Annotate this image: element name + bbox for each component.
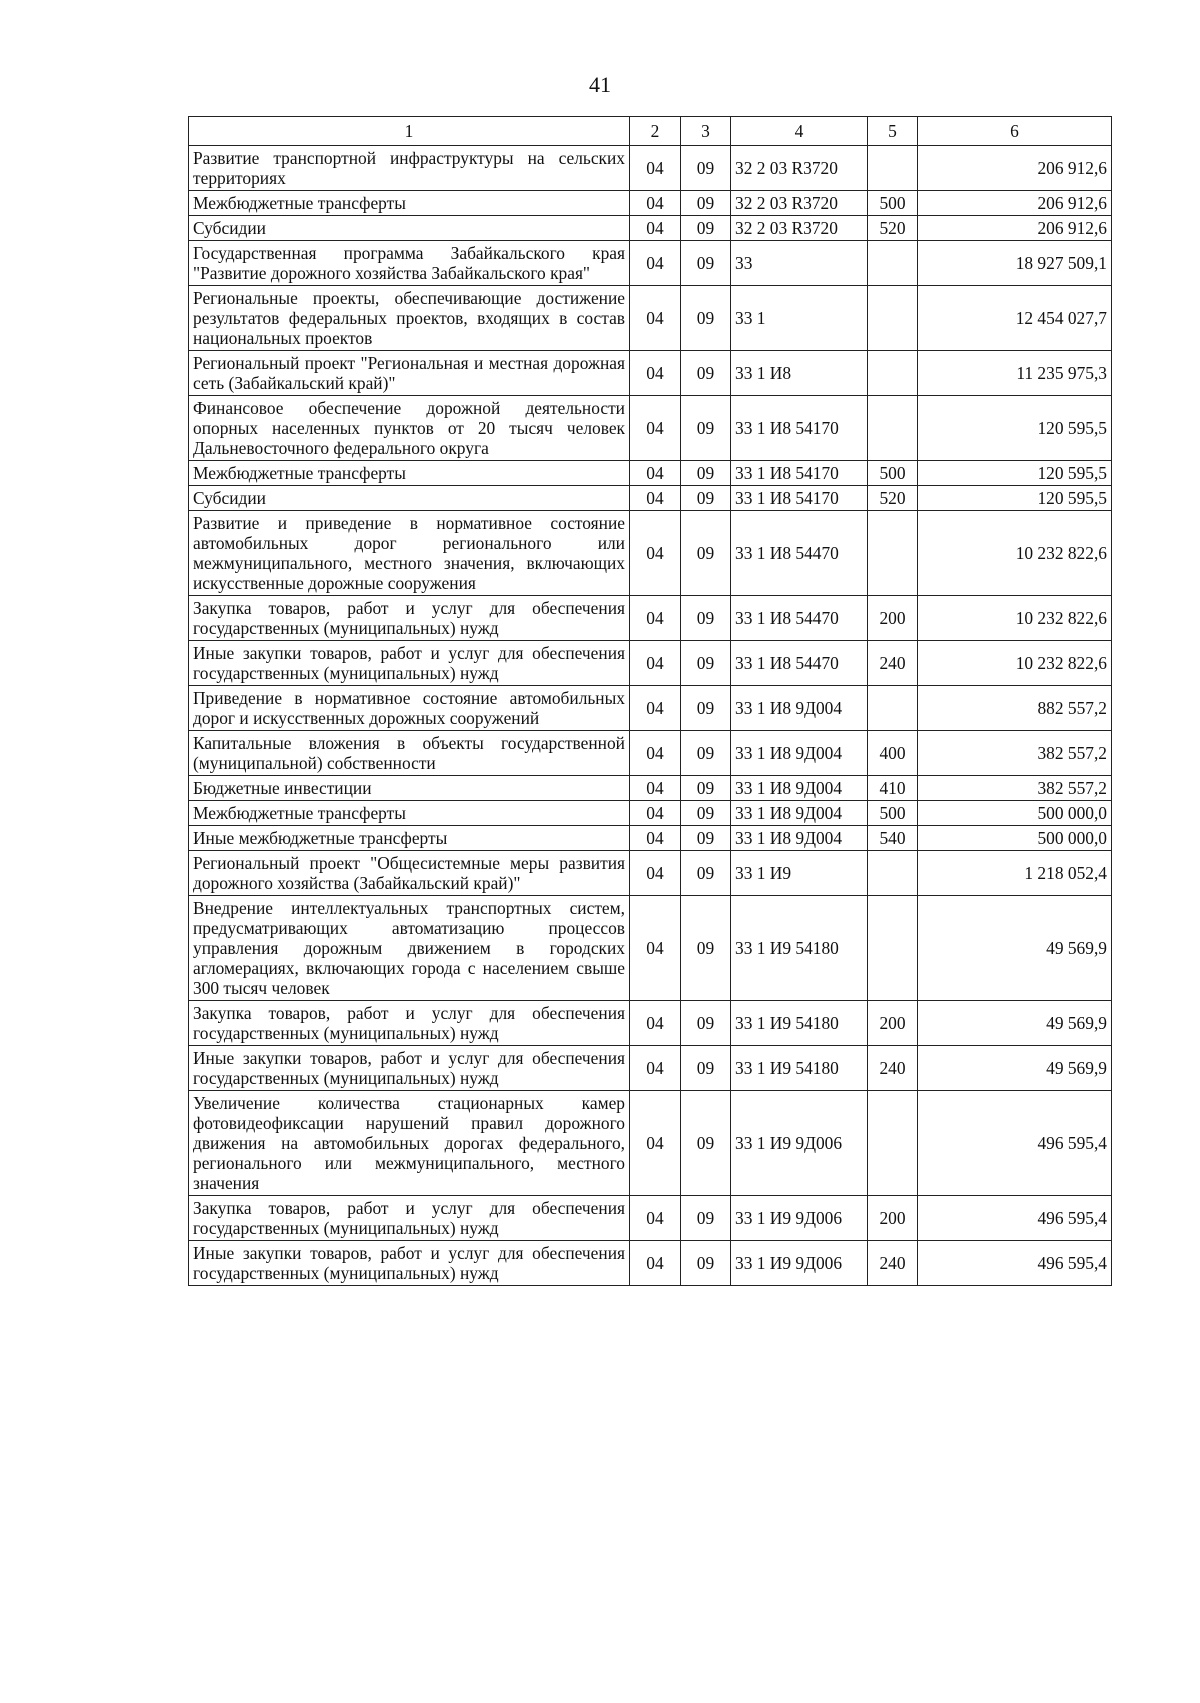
cell-expense-type <box>868 511 918 596</box>
header-cell-target-item: 4 <box>731 117 868 146</box>
cell-expense-type: 200 <box>868 1196 918 1241</box>
cell-section: 04 <box>630 686 681 731</box>
header-row <box>189 117 1112 146</box>
cell-section: 04 <box>630 776 681 801</box>
cell-subsection: 09 <box>681 596 731 641</box>
cell-section: 04 <box>630 1046 681 1091</box>
cell-name: Бюджетные инвестиции <box>189 776 630 801</box>
cell-subsection: 09 <box>681 731 731 776</box>
table-row <box>189 1091 1112 1196</box>
cell-amount: 206 912,6 <box>918 191 1112 216</box>
table-row <box>189 461 1112 486</box>
cell-subsection: 09 <box>681 896 731 1001</box>
cell-expense-type: 500 <box>868 191 918 216</box>
cell-subsection: 09 <box>681 286 731 351</box>
cell-subsection: 09 <box>681 486 731 511</box>
cell-target-item: 33 1 И9 9Д006 <box>731 1091 868 1196</box>
cell-amount: 18 927 509,1 <box>918 241 1112 286</box>
cell-name: Региональный проект "Общесистемные меры развития дорожного хозяйства (Забайкальский край)" <box>189 851 630 896</box>
cell-subsection: 09 <box>681 396 731 461</box>
cell-name: Развитие и приведение в нормативное состояние автомобильных дорог регионального или межмуниципального, местного значения, включающих искусственные дорожные сооружения <box>189 511 630 596</box>
header-cell-section: 2 <box>630 117 681 146</box>
cell-expense-type: 240 <box>868 1241 918 1286</box>
table-row <box>189 216 1112 241</box>
cell-section: 04 <box>630 641 681 686</box>
cell-name: Финансовое обеспечение дорожной деятельности опорных населенных пунктов от 20 тысяч человек Дальневосточного федерального округа <box>189 396 630 461</box>
table-row <box>189 776 1112 801</box>
cell-target-item: 33 1 И8 54470 <box>731 596 868 641</box>
cell-expense-type <box>868 241 918 286</box>
table-row <box>189 1241 1112 1286</box>
cell-name: Увеличение количества стационарных камер фотовидеофиксации нарушений правил дорожного движения на автомобильных дорогах федерального, регионального или межмуниципального, местного значения <box>189 1091 630 1196</box>
cell-target-item: 33 1 И9 9Д006 <box>731 1196 868 1241</box>
cell-amount: 10 232 822,6 <box>918 641 1112 686</box>
table-row <box>189 351 1112 396</box>
cell-section: 04 <box>630 216 681 241</box>
cell-subsection: 09 <box>681 1241 731 1286</box>
cell-expense-type: 540 <box>868 826 918 851</box>
cell-amount: 10 232 822,6 <box>918 596 1112 641</box>
cell-name: Субсидии <box>189 486 630 511</box>
cell-target-item: 33 1 И8 9Д004 <box>731 826 868 851</box>
cell-target-item: 32 2 03 R3720 <box>731 216 868 241</box>
cell-target-item: 33 1 И8 9Д004 <box>731 686 868 731</box>
header-cell-subsection: 3 <box>681 117 731 146</box>
cell-amount: 496 595,4 <box>918 1196 1112 1241</box>
cell-name: Региональный проект "Региональная и местная дорожная сеть (Забайкальский край)" <box>189 351 630 396</box>
table-row <box>189 1001 1112 1046</box>
cell-expense-type: 500 <box>868 461 918 486</box>
cell-subsection: 09 <box>681 776 731 801</box>
cell-amount: 1 218 052,4 <box>918 851 1112 896</box>
cell-name: Внедрение интеллектуальных транспортных систем, предусматривающих автоматизацию процессов управления дорожным движением в городских агломерациях, включающих города с населением свыше 300 тысяч человек <box>189 896 630 1001</box>
cell-expense-type: 520 <box>868 216 918 241</box>
cell-expense-type <box>868 286 918 351</box>
cell-name: Приведение в нормативное состояние автомобильных дорог и искусственных дорожных сооружений <box>189 686 630 731</box>
cell-target-item: 33 1 И8 9Д004 <box>731 776 868 801</box>
cell-target-item: 33 <box>731 241 868 286</box>
cell-name: Закупка товаров, работ и услуг для обеспечения государственных (муниципальных) нужд <box>189 596 630 641</box>
cell-section: 04 <box>630 461 681 486</box>
cell-amount: 120 595,5 <box>918 461 1112 486</box>
page-number: 41 <box>589 72 611 97</box>
cell-section: 04 <box>630 396 681 461</box>
cell-target-item: 33 1 <box>731 286 868 351</box>
cell-section: 04 <box>630 286 681 351</box>
cell-expense-type: 240 <box>868 1046 918 1091</box>
table-body <box>189 146 1112 1286</box>
cell-subsection: 09 <box>681 146 731 191</box>
cell-subsection: 09 <box>681 801 731 826</box>
budget-table <box>188 116 1112 1286</box>
table-row <box>189 641 1112 686</box>
table-row <box>189 241 1112 286</box>
cell-amount: 206 912,6 <box>918 216 1112 241</box>
cell-expense-type <box>868 851 918 896</box>
cell-section: 04 <box>630 896 681 1001</box>
cell-section: 04 <box>630 146 681 191</box>
cell-expense-type <box>868 396 918 461</box>
cell-section: 04 <box>630 351 681 396</box>
table-row <box>189 851 1112 896</box>
cell-expense-type <box>868 686 918 731</box>
cell-target-item: 33 1 И8 54470 <box>731 641 868 686</box>
header-cell-expense-type: 5 <box>868 117 918 146</box>
cell-amount: 49 569,9 <box>918 1001 1112 1046</box>
cell-name: Региональные проекты, обеспечивающие достижение результатов федеральных проектов, входящих в состав национальных проектов <box>189 286 630 351</box>
cell-subsection: 09 <box>681 1196 731 1241</box>
cell-section: 04 <box>630 486 681 511</box>
cell-target-item: 33 1 И9 54180 <box>731 1001 868 1046</box>
cell-amount: 12 454 027,7 <box>918 286 1112 351</box>
table-row <box>189 511 1112 596</box>
cell-subsection: 09 <box>681 1046 731 1091</box>
cell-expense-type: 520 <box>868 486 918 511</box>
table-row <box>189 1046 1112 1091</box>
cell-section: 04 <box>630 241 681 286</box>
cell-subsection: 09 <box>681 686 731 731</box>
cell-expense-type <box>868 351 918 396</box>
table-row <box>189 896 1112 1001</box>
cell-subsection: 09 <box>681 826 731 851</box>
cell-amount: 496 595,4 <box>918 1241 1112 1286</box>
table-row <box>189 286 1112 351</box>
cell-subsection: 09 <box>681 241 731 286</box>
cell-section: 04 <box>630 511 681 596</box>
cell-amount: 496 595,4 <box>918 1091 1112 1196</box>
cell-amount: 120 595,5 <box>918 486 1112 511</box>
cell-name: Межбюджетные трансферты <box>189 461 630 486</box>
cell-section: 04 <box>630 191 681 216</box>
cell-section: 04 <box>630 1241 681 1286</box>
cell-expense-type: 400 <box>868 731 918 776</box>
table-row <box>189 686 1112 731</box>
cell-amount: 382 557,2 <box>918 731 1112 776</box>
cell-name: Иные закупки товаров, работ и услуг для обеспечения государственных (муниципальных) нужд <box>189 641 630 686</box>
cell-target-item: 33 1 И8 54470 <box>731 511 868 596</box>
cell-expense-type: 410 <box>868 776 918 801</box>
cell-amount: 206 912,6 <box>918 146 1112 191</box>
cell-target-item: 33 1 И8 54170 <box>731 461 868 486</box>
cell-expense-type: 200 <box>868 1001 918 1046</box>
cell-amount: 882 557,2 <box>918 686 1112 731</box>
cell-expense-type <box>868 146 918 191</box>
cell-target-item: 32 2 03 R3720 <box>731 191 868 216</box>
table-row <box>189 731 1112 776</box>
cell-name: Развитие транспортной инфраструктуры на сельских территориях <box>189 146 630 191</box>
cell-subsection: 09 <box>681 641 731 686</box>
cell-section: 04 <box>630 1091 681 1196</box>
cell-section: 04 <box>630 1196 681 1241</box>
cell-name: Закупка товаров, работ и услуг для обеспечения государственных (муниципальных) нужд <box>189 1001 630 1046</box>
cell-section: 04 <box>630 801 681 826</box>
cell-target-item: 33 1 И9 54180 <box>731 896 868 1001</box>
cell-amount: 120 595,5 <box>918 396 1112 461</box>
cell-target-item: 33 1 И9 9Д006 <box>731 1241 868 1286</box>
cell-name: Иные межбюджетные трансферты <box>189 826 630 851</box>
cell-section: 04 <box>630 596 681 641</box>
cell-subsection: 09 <box>681 1091 731 1196</box>
cell-name: Капитальные вложения в объекты государственной (муниципальной) собственности <box>189 731 630 776</box>
table-row <box>189 1196 1112 1241</box>
table-row <box>189 801 1112 826</box>
cell-subsection: 09 <box>681 191 731 216</box>
cell-subsection: 09 <box>681 461 731 486</box>
header-cell-name: 1 <box>189 117 630 146</box>
cell-target-item: 33 1 И8 9Д004 <box>731 801 868 826</box>
cell-target-item: 33 1 И8 54170 <box>731 486 868 511</box>
cell-expense-type: 240 <box>868 641 918 686</box>
header-cell-amount: 6 <box>918 117 1112 146</box>
cell-amount: 500 000,0 <box>918 826 1112 851</box>
cell-name: Субсидии <box>189 216 630 241</box>
cell-amount: 10 232 822,6 <box>918 511 1112 596</box>
cell-target-item: 33 1 И8 9Д004 <box>731 731 868 776</box>
cell-expense-type: 200 <box>868 596 918 641</box>
cell-name: Межбюджетные трансферты <box>189 191 630 216</box>
table-row <box>189 596 1112 641</box>
table-row <box>189 191 1112 216</box>
cell-expense-type <box>868 1091 918 1196</box>
cell-name: Межбюджетные трансферты <box>189 801 630 826</box>
cell-amount: 49 569,9 <box>918 896 1112 1001</box>
cell-target-item: 33 1 И9 <box>731 851 868 896</box>
table-row <box>189 826 1112 851</box>
cell-expense-type: 500 <box>868 801 918 826</box>
cell-target-item: 33 1 И9 54180 <box>731 1046 868 1091</box>
cell-amount: 49 569,9 <box>918 1046 1112 1091</box>
cell-target-item: 33 1 И8 54170 <box>731 396 868 461</box>
cell-name: Иные закупки товаров, работ и услуг для обеспечения государственных (муниципальных) нужд <box>189 1046 630 1091</box>
cell-subsection: 09 <box>681 1001 731 1046</box>
cell-target-item: 33 1 И8 <box>731 351 868 396</box>
cell-subsection: 09 <box>681 851 731 896</box>
table-row <box>189 486 1112 511</box>
cell-section: 04 <box>630 851 681 896</box>
cell-amount: 11 235 975,3 <box>918 351 1112 396</box>
table-row <box>189 146 1112 191</box>
table-header <box>189 117 1112 146</box>
table-row <box>189 396 1112 461</box>
cell-subsection: 09 <box>681 511 731 596</box>
cell-name: Закупка товаров, работ и услуг для обеспечения государственных (муниципальных) нужд <box>189 1196 630 1241</box>
cell-amount: 382 557,2 <box>918 776 1112 801</box>
cell-expense-type <box>868 896 918 1001</box>
cell-section: 04 <box>630 826 681 851</box>
cell-subsection: 09 <box>681 216 731 241</box>
cell-subsection: 09 <box>681 351 731 396</box>
cell-section: 04 <box>630 731 681 776</box>
cell-amount: 500 000,0 <box>918 801 1112 826</box>
cell-target-item: 32 2 03 R3720 <box>731 146 868 191</box>
cell-section: 04 <box>630 1001 681 1046</box>
cell-name: Иные закупки товаров, работ и услуг для обеспечения государственных (муниципальных) нужд <box>189 1241 630 1286</box>
cell-name: Государственная программа Забайкальского края "Развитие дорожного хозяйства Забайкальского края" <box>189 241 630 286</box>
